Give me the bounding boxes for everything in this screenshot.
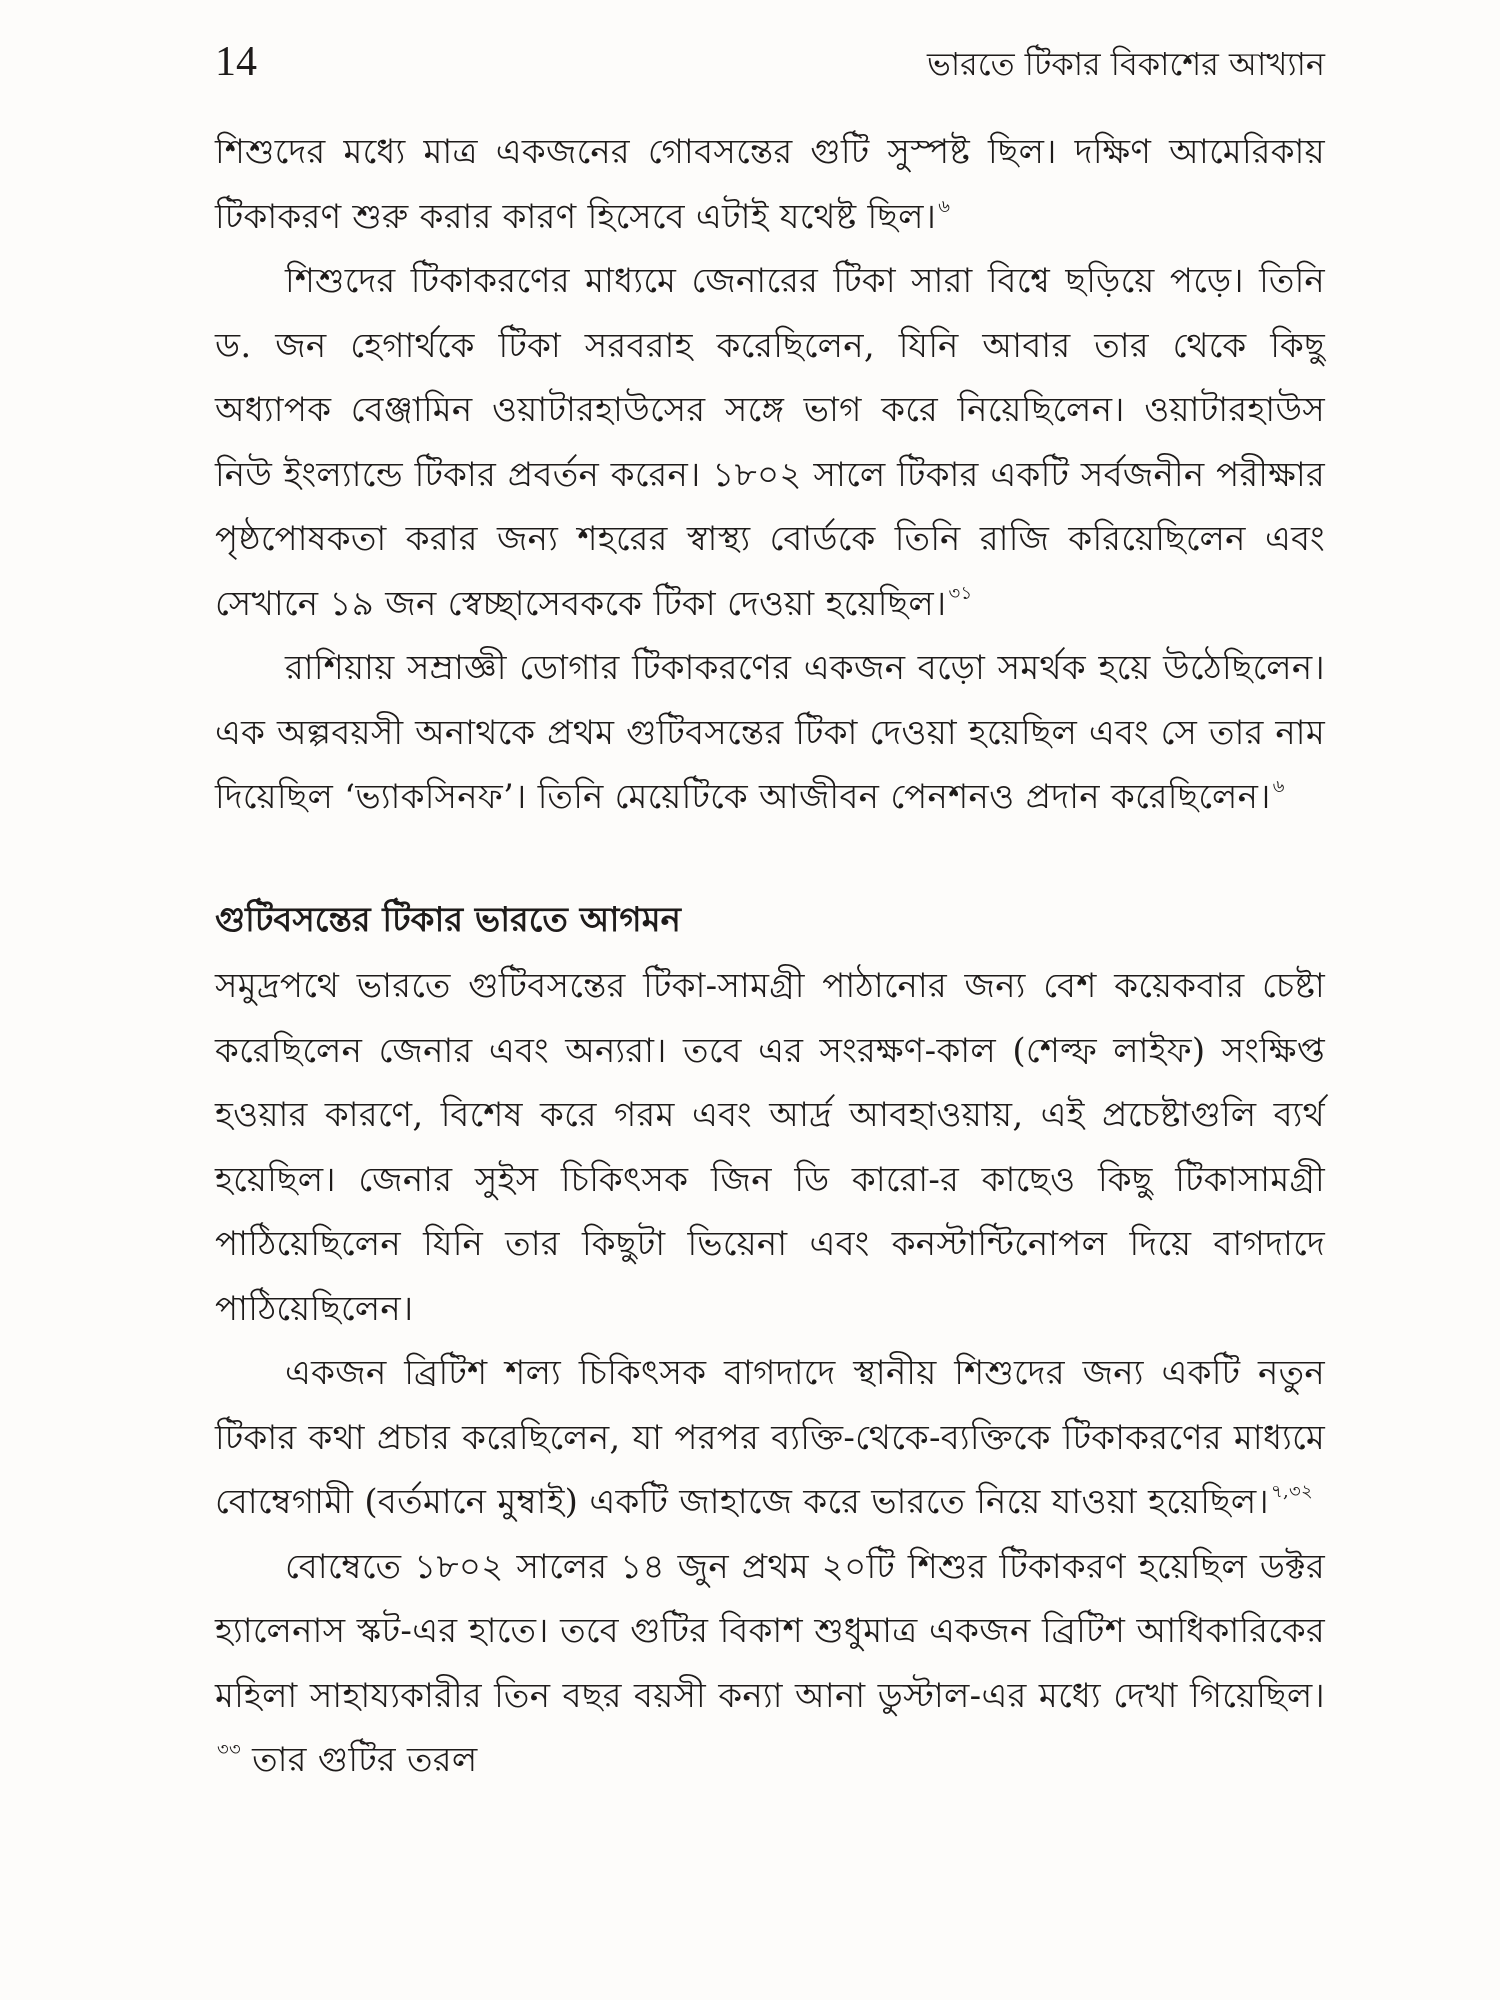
footnote-ref: ৬ [938, 195, 951, 217]
paragraph-text: রাশিয়ায় সম্রাজ্ঞী ডোগার টিকাকরণের একজন বড়ো সমর্থক হয়ে উঠেছিলেন। এক অল্পবয়সী অনাথকে প্রথম গুটিবসন্তের টিকা দেওয়া হয়েছিল এবং সে তার নাম দিয়েছিল ‘ভ্যাকসিনফ’। তিনি মেয়েটিকে আজীবন পেনশনও প্রদান করেছিলেন। [215, 648, 1325, 817]
footnote-ref: ৩১ [948, 582, 973, 604]
footnote-ref: ৬ [1272, 776, 1285, 797]
body-text [215, 120, 1325, 1793]
footnote-ref: ৭,৩২ [1270, 1481, 1313, 1502]
running-title: ভারতে টিকার বিকাশের আখ্যান [927, 45, 1325, 83]
paragraph-text: একজন ব্রিটিশ শল্য চিকিৎসক বাগদাদে স্থানীয় শিশুদের জন্য একটি নতুন টিকার কথা প্রচার করেছিলেন, যা পরপর ব্যক্তি-থেকে-ব্যক্তিকে টিকাকরণের মাধ্যমে বোম্বেগামী (বর্তমানে মুম্বাই) একটি জাহাজে করে ভারতে নিয়ে যাওয়া হয়েছিল। [215, 1353, 1325, 1522]
paragraph-text: শিশুদের মধ্যে মাত্র একজনের গোবসন্তের গুটি সুস্পষ্ট ছিল। দক্ষিণ আমেরিকায় টিকাকরণ শুরু করার কারণ হিসেবে এটাই যথেষ্ট ছিল। [215, 132, 1325, 237]
section-paragraph-2 [215, 1341, 1325, 1535]
paragraph-text: সমুদ্রপথে ভারতে গুটিবসন্তের টিকা-সামগ্রী পাঠানোর জন্য বেশ কয়েকবার চেষ্টা করেছিলেন জেনার এবং অন্যরা। তবে এর সংরক্ষণ-কাল (শেল্ফ লাইফ) সংক্ষিপ্ত হওয়ার কারণে, বিশেষ করে গরম এবং আর্দ্র আবহাওয়ায়, এই প্রচেষ্টাগুলি ব্যর্থ হয়েছিল। জেনার সুইস চিকিৎসক জিন ডি কারো-র কাছেও কিছু টিকাসামগ্রী পাঠিয়েছিলেন যিনি তার কিছুটা ভিয়েনা এবং কনস্টান্টিনোপল দিয়ে বাগদাদে পাঠিয়েছিলেন। [215, 966, 1325, 1329]
section-paragraph-1 [215, 954, 1325, 1341]
paragraph-text: শিশুদের টিকাকরণের মাধ্যমে জেনারের টিকা সারা বিশ্বে ছড়িয়ে পড়ে। তিনি ড. জন হেগার্থকে টিকা সরবরাহ করেছিলেন, যিনি আবার তার থেকে কিছু অধ্যাপক বেঞ্জামিন ওয়াটারহাউসের সঙ্গে ভাগ করে নিয়েছিলেন। ওয়াটারহাউস নিউ ইংল্যান্ডে টিকার প্রবর্তন করেন। ১৮০২ সালে টিকার একটি সর্বজনীন পরীক্ষার পৃষ্ঠপোষকতা করার জন্য শহরের স্বাস্থ্য বোর্ডকে তিনি রাজি করিয়েছিলেন এবং সেখানে ১৯ জন স্বেচ্ছাসেবককে টিকা দেওয়া হয়েছিল। [215, 261, 1325, 624]
page-number: 14 [215, 39, 257, 85]
page-header [215, 38, 1325, 98]
section-paragraph-3 [215, 1535, 1325, 1793]
paragraph-continuation: তার গুটির তরল [252, 1740, 478, 1780]
paragraph-2 [215, 249, 1325, 636]
paragraph-1 [215, 120, 1325, 249]
paragraph-text: বোম্বেতে ১৮০২ সালের ১৪ জুন প্রথম ২০টি শিশুর টিকাকরণ হয়েছিল ডক্টর হ্যালেনাস স্কট-এর হাতে। তবে গুটির বিকাশ শুধুমাত্র একজন ব্রিটিশ আধিকারিকের মহিলা সাহায্যকারীর তিন বছর বয়সী কন্যা আনা ডুস্টাল-এর মধ্যে দেখা গিয়েছিল। [215, 1546, 1325, 1716]
section-heading: গুটিবসন্তের টিকার ভারতে আগমন [215, 899, 681, 940]
paragraph-3 [215, 636, 1325, 830]
footnote-ref: ৩৩ [217, 1739, 242, 1760]
